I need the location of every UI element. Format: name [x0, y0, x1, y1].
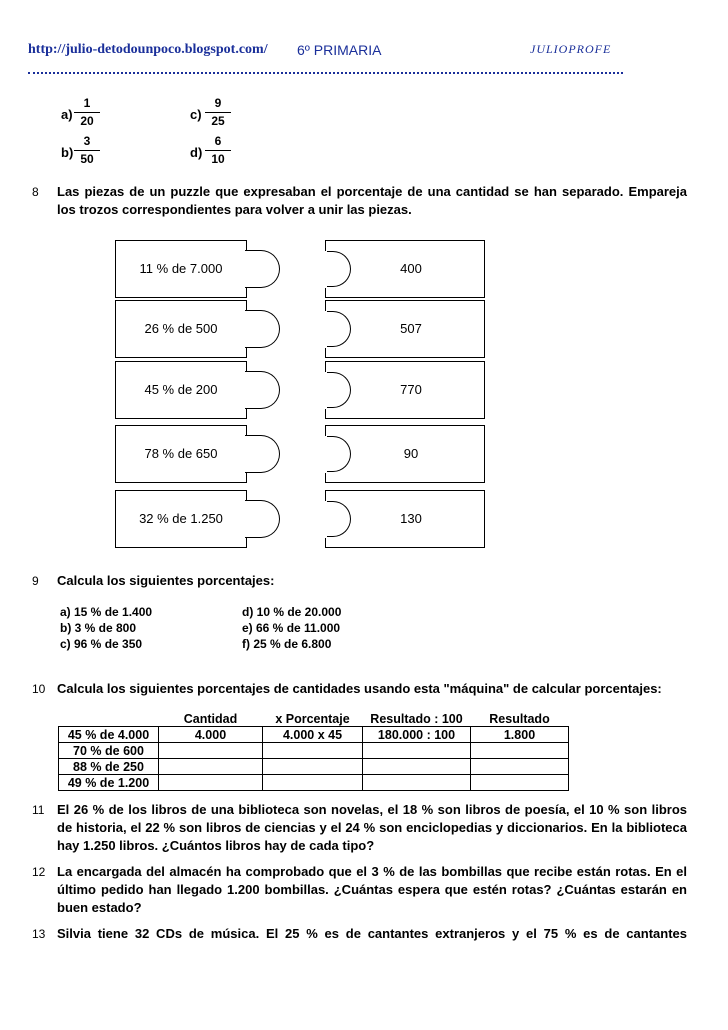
fraction-bar [74, 112, 100, 113]
puzzle-tab [245, 435, 280, 473]
puzzle-tab [245, 371, 280, 409]
header-divider [28, 72, 623, 74]
row-label: 49 % de 1.200 [59, 775, 159, 791]
table-row [59, 743, 569, 759]
fraction-denominator: 20 [80, 114, 94, 128]
puzzle-right-piece[interactable] [325, 490, 485, 548]
puzzle-left-piece[interactable] [115, 425, 247, 483]
operation-item: b) 3 % de 800 [60, 621, 137, 635]
fraction-a [72, 96, 102, 129]
operation-item: d) 10 % de 20.000 [242, 605, 342, 619]
header-author: JULIOPROFE [530, 42, 612, 56]
puzzle-right-label: 400 [400, 261, 422, 276]
puzzle-left-piece[interactable] [115, 361, 247, 419]
table-cell[interactable]: 4.000 [159, 727, 263, 743]
fraction-denominator: 50 [80, 152, 94, 166]
table-cell[interactable] [159, 743, 263, 759]
column-header: Resultado [489, 711, 550, 726]
fraction-denominator: 10 [211, 152, 225, 166]
column-header: x Porcentaje [275, 711, 350, 726]
table-cell[interactable] [159, 775, 263, 791]
column-header: Resultado : 100 [370, 711, 463, 726]
table-cell[interactable] [263, 759, 363, 775]
percentage-machine-table [58, 711, 569, 791]
puzzle-left-label: 32 % de 1.250 [139, 511, 223, 526]
question-number: 10 [32, 682, 46, 696]
table-cell[interactable] [159, 759, 263, 775]
table-row [59, 759, 569, 775]
question-number: 11 [32, 803, 45, 817]
puzzle-notch-gap [323, 251, 327, 288]
question-13-text: Silvia tiene 32 CDs de música. El 25 % es de cantantes extranjeros y el 75 % es de cantantes [57, 926, 687, 941]
fraction-label-c: c) [190, 107, 202, 122]
table-cell[interactable] [263, 775, 363, 791]
puzzle-notch-gap [323, 311, 327, 348]
fraction-b [72, 134, 102, 167]
question-number: 12 [32, 865, 46, 879]
puzzle-left-piece[interactable] [115, 490, 247, 548]
puzzle-right-label: 90 [403, 446, 419, 461]
puzzle-right-label: 130 [400, 511, 422, 526]
puzzle-tab [245, 310, 280, 348]
row-label: 45 % de 4.000 [59, 727, 159, 743]
header-url[interactable]: http://julio-detodounpoco.blogspot.com/ [28, 42, 268, 57]
question-number: 13 [32, 927, 46, 941]
puzzle-right-label: 770 [400, 382, 422, 397]
fraction-c [203, 96, 233, 129]
puzzle-notch-gap [323, 372, 327, 409]
puzzle-right-piece[interactable] [325, 425, 485, 483]
puzzle-notch-gap [323, 436, 327, 473]
puzzle-left-piece[interactable] [115, 240, 247, 298]
puzzle-notch [324, 251, 351, 287]
fraction-bar [205, 150, 231, 151]
question-8-text: Las piezas de un puzzle que expresaban el porcentaje de una cantidad se han separado. Empareja los trozos correspondientes para volver a unir las piezas. [57, 184, 687, 217]
puzzle-left-label: 26 % de 500 [144, 321, 218, 336]
table-corner [59, 711, 159, 727]
puzzle-notch [324, 372, 351, 408]
row-label: 88 % de 250 [59, 759, 159, 775]
table-cell[interactable] [263, 743, 363, 759]
fraction-denominator: 25 [211, 114, 225, 128]
puzzle-right-piece[interactable] [325, 361, 485, 419]
fraction-numerator: 1 [83, 96, 91, 110]
puzzle-left-label: 45 % de 200 [144, 382, 218, 397]
table-row [59, 727, 569, 743]
fraction-d [203, 134, 233, 167]
table-cell[interactable]: 4.000 x 45 [263, 727, 363, 743]
puzzle-notch [324, 311, 351, 347]
table-cell[interactable] [471, 775, 569, 791]
fraction-label-d: d) [190, 145, 203, 160]
table-cell[interactable] [471, 759, 569, 775]
puzzle-left-piece[interactable] [115, 300, 247, 358]
row-label: 70 % de 600 [59, 743, 159, 759]
table-cell[interactable] [363, 759, 471, 775]
fraction-label-b: b) [61, 145, 74, 160]
operation-item: c) 96 % de 350 [60, 637, 143, 651]
fraction-numerator: 9 [214, 96, 222, 110]
puzzle-tab [245, 500, 280, 538]
fraction-label-a: a) [61, 107, 73, 122]
table-header-row [59, 711, 569, 727]
table-cell[interactable] [471, 743, 569, 759]
puzzle-notch [324, 501, 351, 537]
table-row [59, 775, 569, 791]
column-header: Cantidad [183, 711, 238, 726]
question-11-text: El 26 % de los libros de una biblioteca son novelas, el 18 % son libros de poesía, el 10 % son libros de historia, el 22 % son libros de ciencias y el 24 % son enciclopedias y diccionarios. En la biblioteca hay 1.250 libros. ¿Cuántos libros hay de cada tipo? [57, 802, 687, 853]
question-9-text: Calcula los siguientes porcentajes: [57, 573, 275, 588]
operations-right-column [242, 604, 341, 652]
operation-item: a) 15 % de 1.400 [60, 605, 153, 619]
table-cell[interactable] [363, 775, 471, 791]
question-12-text: La encargada del almacén ha comprobado que el 3 % de las bombillas que recibe están rotas. En el último pedido han llegado 1.200 bombillas. ¿Cuántas espera que estén rotas? ¿Cuántas estarán en buen estado? [57, 864, 687, 915]
puzzle-right-piece[interactable] [325, 300, 485, 358]
table-cell[interactable]: 180.000 : 100 [363, 727, 471, 743]
header-grade: 6º PRIMARIA [297, 42, 382, 58]
puzzle-notch-gap [323, 501, 327, 538]
fraction-numerator: 6 [214, 134, 222, 148]
puzzle-right-label: 507 [400, 321, 422, 336]
fraction-bar [205, 112, 231, 113]
question-number: 9 [32, 574, 39, 588]
puzzle-notch [324, 436, 351, 472]
question-number: 8 [32, 185, 39, 199]
operation-item: f) 25 % de 6.800 [242, 637, 332, 651]
fraction-bar [74, 150, 100, 151]
puzzle-tab [245, 250, 280, 288]
operations-left-column [60, 604, 152, 652]
puzzle-right-piece[interactable] [325, 240, 485, 298]
question-10-text: Calcula los siguientes porcentajes de cantidades usando esta "máquina" de calcular porcentajes: [57, 681, 662, 696]
puzzle-left-label: 11 % de 7.000 [139, 261, 223, 276]
table-cell[interactable]: 1.800 [471, 727, 569, 743]
puzzle-left-label: 78 % de 650 [144, 446, 218, 461]
table-cell[interactable] [363, 743, 471, 759]
fraction-numerator: 3 [83, 134, 91, 148]
operation-item: e) 66 % de 11.000 [242, 621, 341, 635]
